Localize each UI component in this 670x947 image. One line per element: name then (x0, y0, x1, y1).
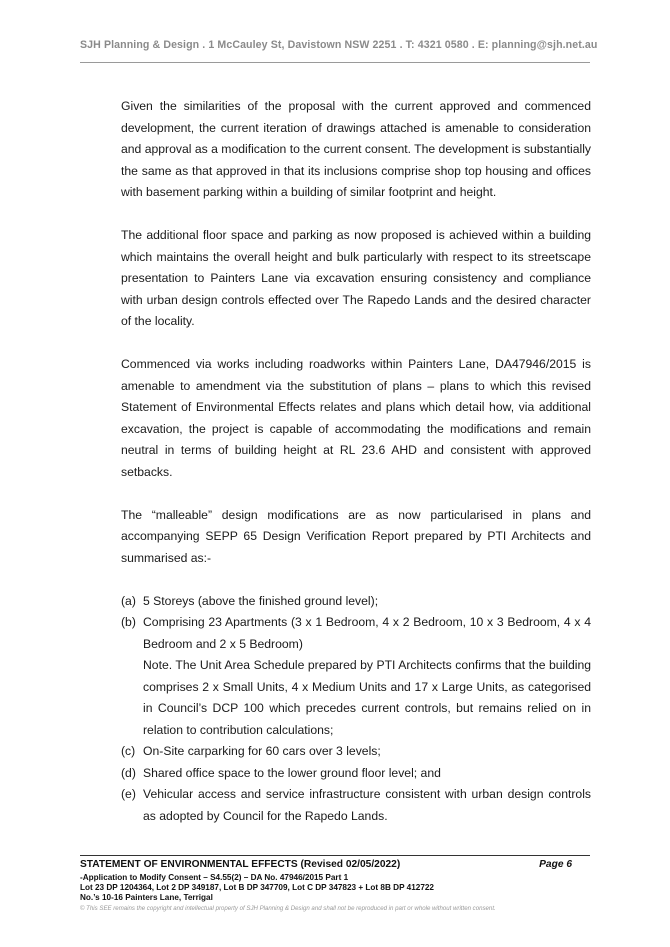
copyright-notice: © This SEE remains the copyright and intellectual property of SJH Planning & Design and shall not be reproduced in part or whole without written consent. (80, 905, 496, 912)
footer-address-line: No.’s 10-16 Painters Lane, Terrigal (80, 893, 213, 902)
paragraph-4: The “malleable” design modifications are as now particularised in plans and accompanying SEPP 65 Design Verification Report prepared by PTI Architects and summarised as:- (121, 507, 591, 565)
list-item-label: (e) (121, 787, 136, 801)
footer-application-line: -Application to Modify Consent – S4.55(2) – DA No. 47946/2015 Part 1 (80, 873, 349, 882)
list-item-label: (c) (121, 744, 136, 758)
list-item-text: On-Site carparking for 60 cars over 3 levels; (143, 744, 381, 758)
list-item (121, 741, 591, 763)
paragraph-2: The additional floor space and parking as now proposed is achieved within a building which maintains the overall height and bulk particularly with respect to its streetscape presentation to Painters Lane via excavation ensuring consistency and compliance with urban design controls effected over The Rapedo Lands and the desired character of the locality. (121, 228, 591, 328)
header-divider (80, 62, 590, 63)
footer-title: STATEMENT OF ENVIRONMENTAL EFFECTS (Revised 02/05/2022) (80, 859, 401, 870)
document-body (121, 96, 591, 827)
footer-lots-line: Lot 23 DP 1204364, Lot 2 DP 349187, Lot B DP 347709, Lot C DP 347823 + Lot 8B DP 412722 (80, 883, 434, 892)
modifications-list (121, 591, 591, 828)
list-item-text: 5 Storeys (above the finished ground level); (143, 593, 379, 608)
footer-title-row (80, 859, 590, 870)
list-item-label: (a) (121, 593, 136, 608)
list-item-text: Shared office space to the lower ground floor level; and (143, 765, 441, 780)
list-item (121, 784, 591, 827)
list-item-label: (d) (121, 765, 136, 780)
list-item (121, 591, 591, 613)
list-item-text: Comprising 23 Apartments (3 x 1 Bedroom, 4 x 2 Bedroom, 10 x 3 Bedroom, 4 x 4 Bedroom and 2 x 5 Bedroom) (143, 615, 591, 651)
list-item-label: (b) (121, 615, 136, 629)
paragraph-3: Commenced via works including roadworks within Painters Lane, DA47946/2015 is amenable to amendment via the substitution of plans – plans to which this revised Statement of Environmental Effects relates and plans which detail how, via additional excavation, the project is capable of accommodating the modifications and remain neutral in terms of building height at RL 23.6 AHD and consistent with approved setbacks. (121, 357, 591, 479)
list-item-text: Vehicular access and service infrastructure consistent with urban design controls as adopted by Council for the Rapedo Lands. (143, 787, 591, 823)
list-item (121, 612, 591, 741)
page-number: Page 6 (539, 859, 572, 870)
list-item (121, 763, 591, 785)
list-item-note: Note. The Unit Area Schedule prepared by PTI Architects confirms that the building comprises 2 x Small Units, 4 x Medium Units and 17 x Large Units, as categorised in Council’s DCP 100 which precedes current controls, but remains relied on in relation to contribution calculations; (143, 658, 591, 737)
page-header: SJH Planning & Design . 1 McCauley St, Davistown NSW 2251 . T: 4321 0580 . E: planning@sjh.net.au (80, 39, 598, 51)
footer-divider (80, 855, 590, 856)
paragraph-1: Given the similarities of the proposal with the current approved and commenced development, the current iteration of drawings attached is amenable to consideration and approval as a modification to the current consent. The development is substantially the same as that approved in that its inclusions comprise shop top housing and offices with basement parking within a building of similar footprint and height. (121, 99, 591, 199)
